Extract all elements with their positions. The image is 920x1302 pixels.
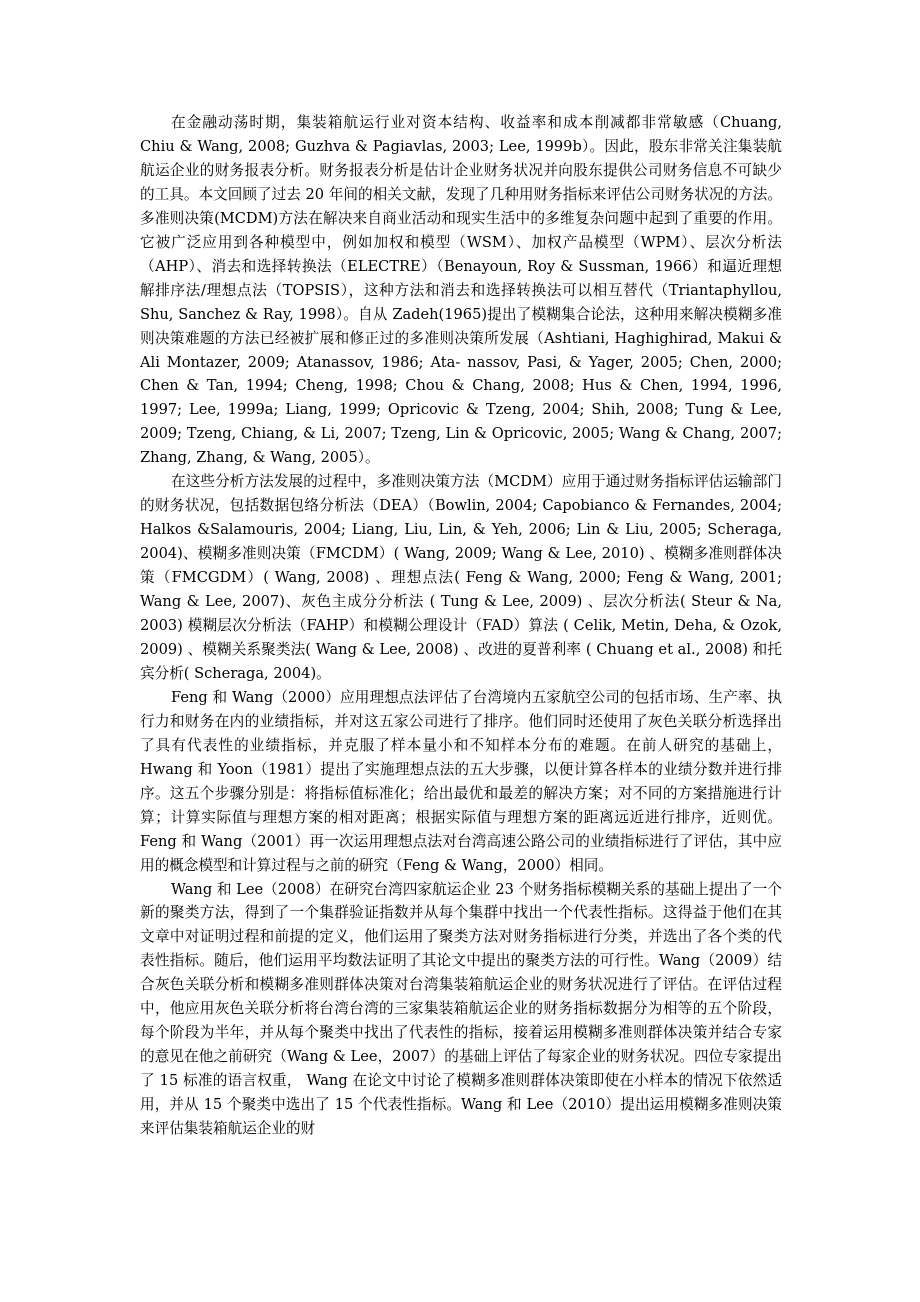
paragraph-3: Feng 和 Wang（2000）应用理想点法评估了台湾境内五家航空公司的包括市场、生产率、执行力和财务在内的业绩指标，并对这五家公司进行了排序。他们同时还使用了灰色关联分析选择出了具有代表性的业绩指标，并克服了样本量小和不知样本分布的难题。在前人研究的基础上，Hwang 和 Yoon（1981）提出了实施理想点法的五大步骤，以便计算各样本的业绩分数并进行排序。这五个步骤分别是：将指标值标准化；给出最优和最差的解决方案；对不同的方案措施进行计算；计算实际值与理想方案的相对距离；根据实际值与理想方案的距离远近进行排序，近则优。Feng 和 Wang（2001）再一次运用理想点法对台湾高速公路公司的业绩指标进行了评估，其中应用的概念模型和计算过程与之前的研究（Feng & Wang，2000）相同。	[140, 688, 782, 874]
paragraph-4: Wang 和 Lee（2008）在研究台湾四家航运企业 23 个财务指标模糊关系的基础上提出了一个新的聚类方法，得到了一个集群验证指数并从每个集群中找出一个代表性指标。这得益于他们在其文章中对证明过程和前提的定义，他们运用了聚类方法对财务指标进行分类，并选出了各个类的代表性指标。随后，他们运用平均数法证明了其论文中提出的聚类方法的可行性。Wang（2009）结合灰色关联分析和模糊多准则群体决策对台湾集装箱航运企业的财务状况进行了评估。在评估过程中，他应用灰色关联分析将台湾台湾的三家集装箱航运企业的财务指标数据分为相等的五个阶段，每个阶段为半年，并从每个聚类中找出了代表性的指标，接着运用模糊多准则群体决策并结合专家的意见在他之前研究（Wang & Lee，2007）的基础上评估了每家企业的财务状况。四位专家提出了 15 标准的语言权重， Wang 在论文中讨论了模糊多准则群体决策即使在小样本的情况下依然适用，并从 15 个聚类中选出了 15 个代表性指标。Wang 和 Lee（2010）提出运用模糊多准则决策来评估集装箱航运企业的财	[140, 880, 782, 1138]
paragraph-1: 在金融动荡时期，集装箱航运行业对资本结构、收益率和成本削减都非常敏感（Chuang, Chiu & Wang, 2008; Guzhva & Pagiavlas, 2003; Lee, 1999b）。因此，股东非常关注集装航航运企业的财务报表分析。财务报表分析是估计企业财务状况并向股东提供公司财务信息不可缺少的工具。本文回顾了过去 20 年间的相关文献，发现了几种用财务指标来评估公司财务状况的方法。多准则决策(MCDM)方法在解决来自商业活动和现实生活中的多维复杂问题中起到了重要的作用。它被广泛应用到各种模型中，例如加权和模型（WSM）、加权产品模型（WPM）、层次分析法（AHP）、消去和选择转换法（ELECTRE）（Benayoun, Roy & Sussman, 1966）和逼近理想解排序法/理想点法（TOPSIS），这种方法和消去和选择转换法可以相互替代（Triantaphyllou, Shu, Sanchez & Ray, 1998）。自从 Zadeh(1965)提出了模糊集合论法，这种用来解决模糊多准则决策难题的方法已经被扩展和修正过的多准则决策所发展（Ashtiani, Haghighirad, Makui & Ali Montazer, 2009; Atanassov, 1986; Ata- nassov, Pasi, & Yager, 2005; Chen, 2000; Chen & Tan, 1994; Cheng, 1998; Chou & Chang, 2008; Hus & Chen, 1994, 1996, 1997; Lee, 1999a; Liang, 1999; Opricovic & Tzeng, 2004; Shih, 2008; Tung & Lee, 2009; Tzeng, Chiang, & Li, 2007; Tzeng, Lin & Opricovic, 2005; Wang & Chang, 2007; Zhang, Zhang, & Wang, 2005）。	[140, 114, 782, 467]
paragraph-2: 在这些分析方法发展的过程中，多准则决策方法（MCDM）应用于通过财务指标评估运输部门的财务状况，包括数据包络分析法（DEA）（Bowlin, 2004; Capobianco & Fernandes, 2004; Halkos &Salamouris, 2004; Liang, Liu, Lin, & Yeh, 2006; Lin & Liu, 2005; Scheraga, 2004)、模糊多准则决策（FMCDM）( Wang, 2009; Wang & Lee, 2010) 、模糊多准则群体决策（FMCGDM）( Wang, 2008) 、理想点法( Feng & Wang, 2000; Feng & Wang, 2001; Wang & Lee, 2007)、灰色主成分分析法 ( Tung & Lee, 2009) 、层次分析法( Steur & Na, 2003) 模糊层次分析法（FAHP）和模糊公理设计（FAD）算法 ( Celik, Metin, Deha, & Ozok, 2009) 、模糊关系聚类法( Wang & Lee, 2008) 、改进的夏普利率 ( Chuang et al., 2008) 和托宾分析( Scheraga, 2004)。	[140, 473, 782, 682]
document-body	[140, 111, 782, 1141]
